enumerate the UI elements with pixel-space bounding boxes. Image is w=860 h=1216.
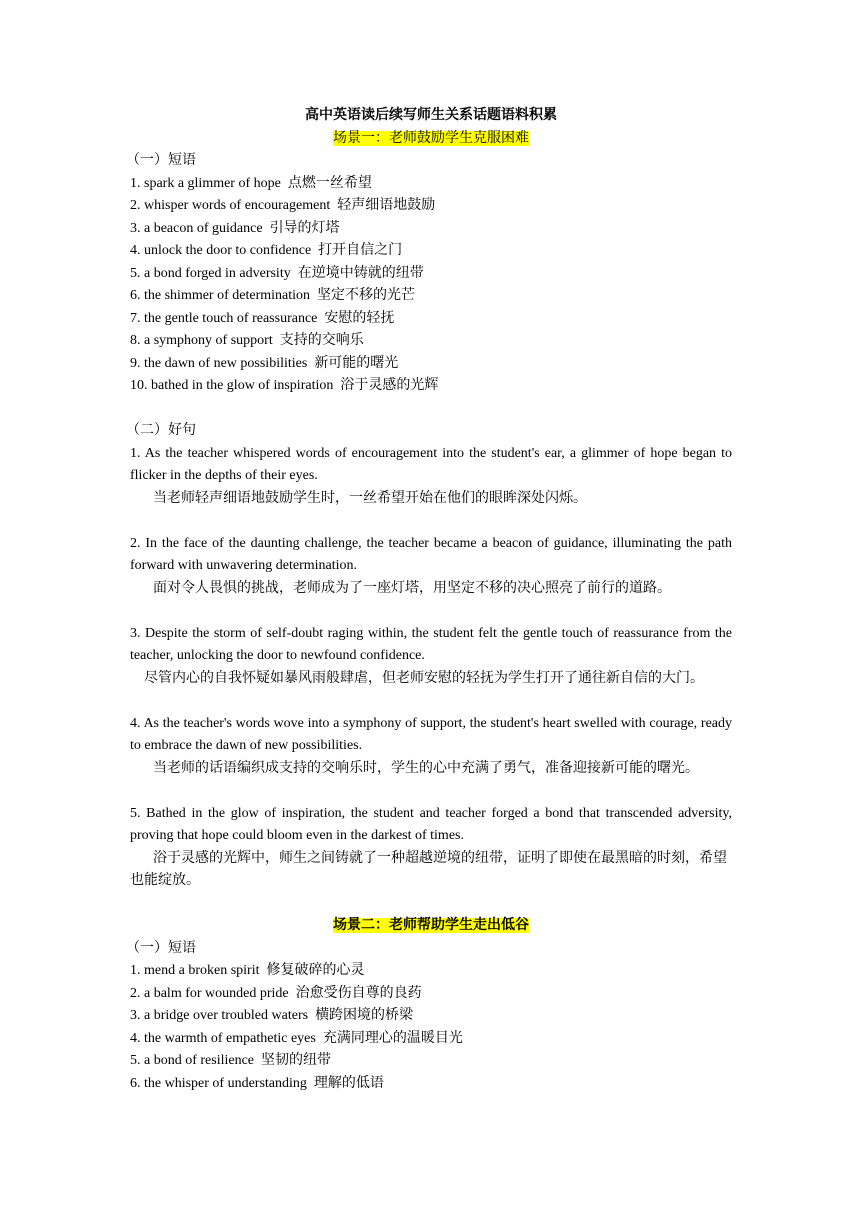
phrase-item — [130, 960, 732, 983]
phrase-item — [130, 1028, 732, 1051]
document-title: 高中英语读后续写师生关系话题语料积累 — [305, 108, 557, 123]
phrase-item — [130, 173, 732, 196]
scene1-phrases-heading: （一）短语 — [126, 153, 196, 168]
phrase-zh: 浴于灵感的光辉 — [340, 378, 439, 393]
sentence-en: 2. In the face of the daunting challenge, the teacher became a beacon of guidance, illuminating the path forward with unwavering determination. — [130, 535, 732, 573]
spacer — [130, 398, 732, 421]
phrase-en: 4. unlock the door to confidence — [130, 243, 312, 258]
phrase-item — [130, 353, 732, 376]
phrase-zh: 轻声细语地鼓励 — [337, 198, 436, 213]
spacer — [130, 893, 732, 916]
phrase-item — [130, 330, 732, 353]
sentence-zh: 尽管内心的自我怀疑如暴风雨般肆虐，但老师安慰的轻抚为学生打开了通往新自信的大门。 — [144, 670, 704, 686]
phrase-en: 2. whisper words of encouragement — [130, 198, 331, 213]
document-page — [126, 105, 732, 1095]
phrase-zh: 引导的灯塔 — [269, 220, 340, 236]
sentence-en: 3. Despite the storm of self-doubt raging within, the student felt the gentle touch of reassurance from the teacher, unlocking the door to newfound confidence. — [130, 625, 732, 663]
scene2-phrases-heading: （一）短语 — [126, 940, 196, 956]
scene2-heading-wrap — [130, 915, 732, 938]
phrase-zh: 理解的低语 — [313, 1075, 384, 1091]
scene1-sentence-list — [130, 443, 732, 893]
phrase-en: 5. a bond forged in adversity — [130, 265, 291, 281]
phrase-en: 2. a balm for wounded pride — [130, 985, 289, 1001]
phrase-item — [130, 263, 732, 286]
phrase-en: 9. the dawn of new possibilities — [130, 355, 308, 371]
sentence-en: 4. As the teacher's words wove into a symphony of support, the student's heart swelled with courage, ready to embrace the dawn of new possibilities. — [130, 715, 732, 753]
phrase-en: 4. the warmth of empathetic eyes — [130, 1030, 316, 1046]
scene2-phrase-list — [130, 960, 732, 1095]
phrase-item — [130, 1005, 732, 1028]
sentence-zh: 当老师的话语编织成支持的交响乐时，学生的心中充满了勇气，准备迎接新可能的曙光。 — [153, 760, 699, 776]
spacer — [130, 690, 732, 713]
phrase-item — [130, 983, 732, 1006]
phrase-zh: 打开自信之门 — [318, 243, 403, 258]
phrase-en: 7. the gentle touch of reassurance — [130, 310, 318, 326]
sentence-en: 1. As the teacher whispered words of encouragement into the student's ear, a glimmer of hope began to flicker in the depths of their eyes. — [130, 445, 732, 483]
sentence-en: 5. Bathed in the glow of inspiration, the student and teacher forged a bond that transcended adversity, proving that hope could bloom even in the darkest of times. — [130, 805, 732, 843]
phrase-item — [130, 308, 732, 331]
sentence-zh: 浴于灵感的光辉中，师生之间铸就了一种超越逆境的纽带，证明了即使在最黑暗的时刻，希望也能绽放。 — [130, 850, 727, 888]
phrase-zh: 坚韧的纽带 — [261, 1053, 332, 1068]
phrase-zh: 充满同理心的温暖目光 — [322, 1030, 463, 1046]
scene2-heading: 场景二：老师帮助学生走出低谷 — [333, 918, 529, 933]
sentence-zh: 当老师轻声细语地鼓励学生时，一丝希望开始在他们的眼眸深处闪烁。 — [153, 490, 587, 506]
spacer — [130, 510, 732, 533]
spacer — [130, 600, 732, 623]
phrase-zh: 安慰的轻抚 — [324, 310, 395, 326]
scene1-heading-wrap — [130, 128, 732, 151]
phrase-zh: 治愈受伤自尊的良药 — [295, 985, 422, 1001]
phrase-en: 8. a symphony of support — [130, 333, 273, 348]
phrase-en: 3. a bridge over troubled waters — [130, 1008, 309, 1023]
phrase-zh: 修复破碎的心灵 — [266, 963, 365, 978]
phrase-item — [130, 218, 732, 241]
phrase-zh: 在逆境中铸就的纽带 — [297, 265, 424, 281]
phrase-en: 6. the whisper of understanding — [130, 1075, 307, 1091]
sentence-zh: 面对令人畏惧的挑战，老师成为了一座灯塔，用坚定不移的决心照亮了前行的道路。 — [153, 580, 671, 596]
phrase-en: 6. the shimmer of determination — [130, 288, 311, 303]
phrase-en: 10. bathed in the glow of inspiration — [130, 378, 334, 393]
scene1-phrase-list — [130, 173, 732, 398]
phrase-en: 3. a beacon of guidance — [130, 220, 263, 236]
phrase-en: 5. a bond of resilience — [130, 1053, 255, 1068]
scene1-sentences-heading: （二）好句 — [126, 423, 196, 438]
phrase-en: 1. mend a broken spirit — [130, 963, 260, 978]
phrase-zh: 坚定不移的光芒 — [317, 288, 416, 303]
phrase-item — [130, 195, 732, 218]
phrase-item — [130, 240, 732, 263]
phrase-zh: 点燃一丝希望 — [287, 175, 372, 191]
phrase-item — [130, 1073, 732, 1096]
spacer — [130, 780, 732, 803]
phrase-zh: 新可能的曙光 — [314, 355, 399, 371]
phrase-item — [130, 1050, 732, 1073]
phrase-zh: 支持的交响乐 — [279, 333, 364, 348]
phrase-zh: 横跨困境的桥梁 — [315, 1008, 414, 1023]
scene1-heading: 场景一：老师鼓励学生克服困难 — [333, 130, 529, 146]
phrase-en: 1. spark a glimmer of hope — [130, 175, 281, 191]
phrase-item — [130, 375, 732, 398]
phrase-item — [130, 285, 732, 308]
